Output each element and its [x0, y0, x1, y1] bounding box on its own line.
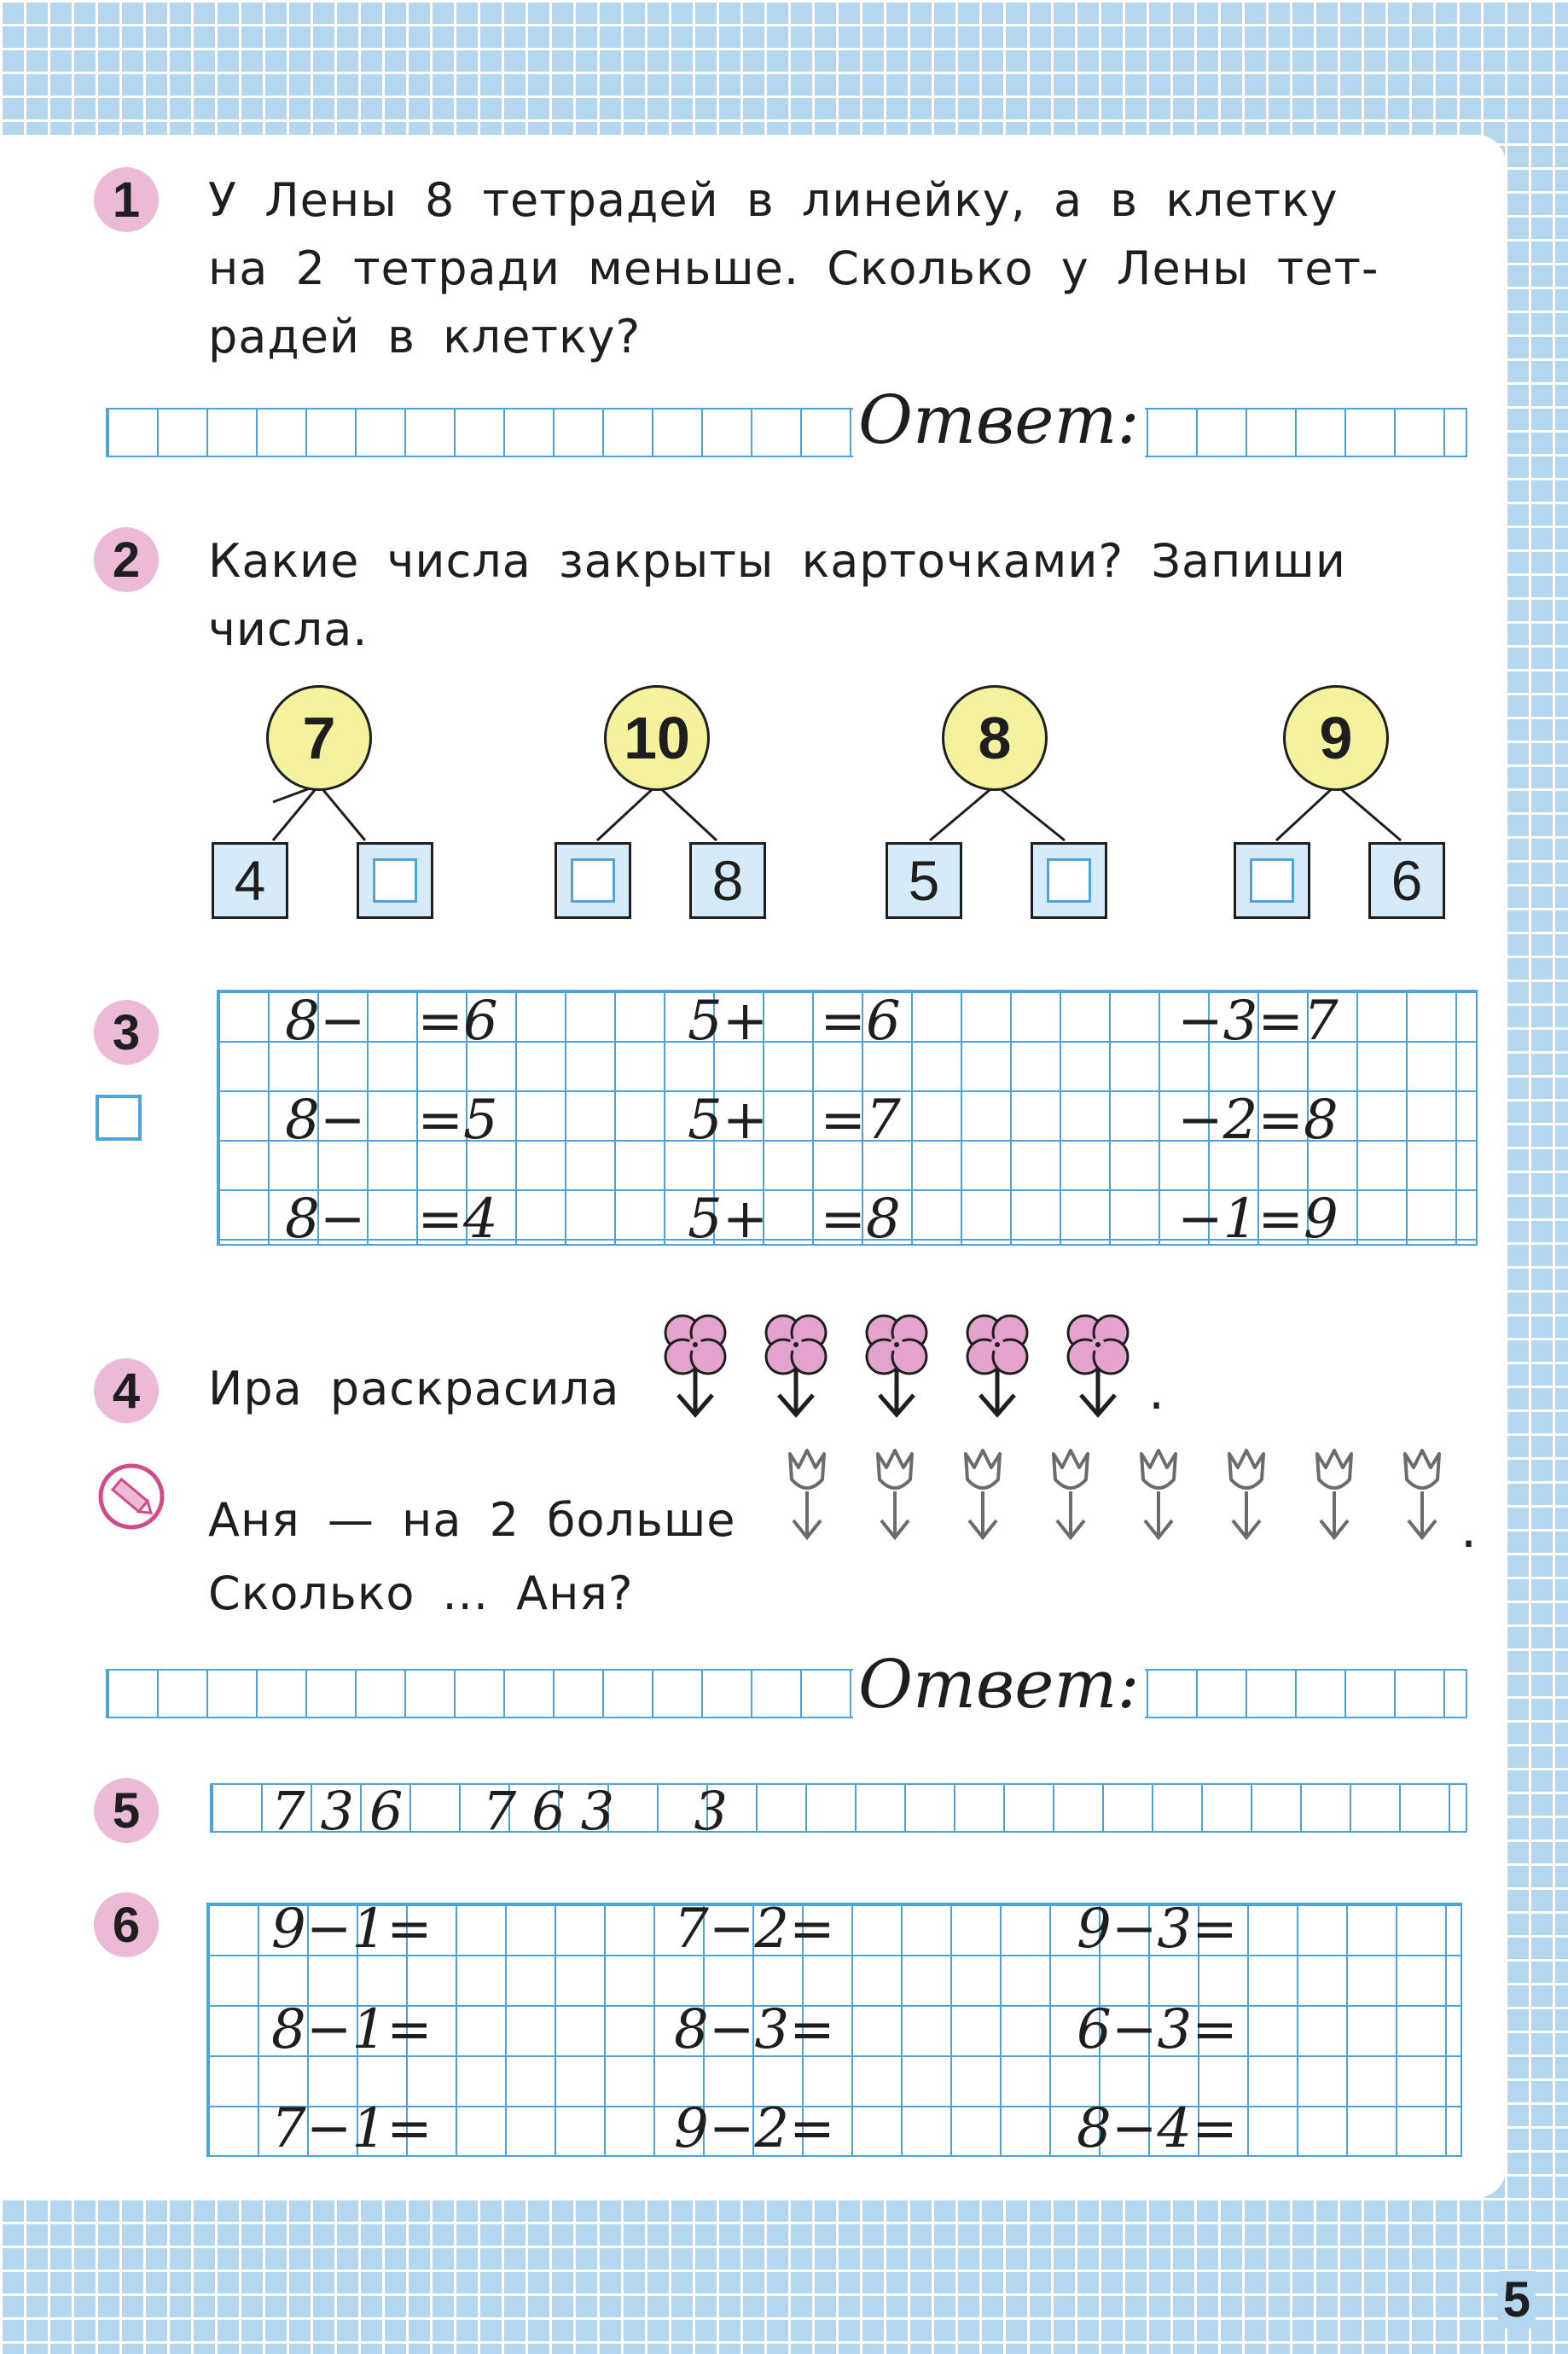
task-3-row-2-b: 5+ =7	[688, 1089, 901, 1152]
pencil-icon	[96, 1461, 167, 1532]
flower-icon	[665, 1316, 725, 1415]
tree-4-left-card[interactable]	[1234, 842, 1310, 919]
tulip-icon	[1141, 1450, 1176, 1537]
task-4-line-1: Ира раскрасила	[208, 1362, 620, 1415]
tree-3-top: 8	[942, 685, 1048, 791]
task-2-number: 2	[94, 527, 159, 592]
task-6-row-3-c: 8−4=	[1077, 2097, 1238, 2160]
task-2-line: числа.	[208, 602, 369, 656]
flower-icon	[967, 1316, 1027, 1415]
tulip-icon	[790, 1450, 824, 1537]
flower-icon	[766, 1316, 826, 1415]
tree-1-left-card: 4	[212, 842, 288, 919]
task-3-row-1-b: 5+ =6	[688, 990, 901, 1053]
task-3-row-3-a: 8− =4	[285, 1188, 498, 1251]
task-3-number: 3	[94, 1000, 159, 1065]
task-4-line-1-dot: .	[1148, 1362, 1165, 1421]
task-3-checkbox[interactable]	[96, 1095, 142, 1141]
tulip-icon	[1054, 1450, 1088, 1537]
task-1-line: радей в клетку?	[208, 310, 642, 363]
answer-box[interactable]	[1047, 858, 1091, 903]
task-2-line: Какие числа закрыты карточками? Запиши	[208, 534, 1346, 588]
task-5-sequence: 736 763 3	[271, 1780, 743, 1842]
task-6-row-2-b: 8−3=	[674, 1998, 835, 2061]
task-5-number: 5	[94, 1778, 159, 1843]
task-6-row-1-c: 9−3=	[1077, 1898, 1238, 1961]
task-3-row-2-a: 8− =5	[285, 1089, 498, 1152]
task-6-row-3-b: 9−2=	[674, 2097, 835, 2160]
task-3-row-3-b: 5+ =8	[688, 1188, 901, 1251]
tree-3-connector	[930, 785, 1065, 840]
colored-flowers	[657, 1305, 1169, 1425]
task-3-row-1-c: −3=7	[1177, 990, 1339, 1053]
tulip-icon	[1317, 1450, 1351, 1537]
tree-2-right-card: 8	[689, 842, 766, 919]
tree-2-connector	[597, 785, 717, 840]
task-6-row-1-b: 7−2=	[674, 1898, 835, 1961]
tree-4-connector	[1276, 785, 1401, 840]
task-4-answer-strip[interactable]	[106, 1669, 1467, 1718]
tree-1-top: 7	[266, 685, 372, 791]
tulip-icon	[1229, 1450, 1263, 1537]
task-3-row-2-c: −2=8	[1177, 1089, 1339, 1152]
tree-4-right-card: 6	[1368, 842, 1445, 919]
tulip-icon	[1405, 1450, 1439, 1537]
tree-2-left-card[interactable]	[555, 842, 631, 919]
tree-1-connector	[273, 785, 365, 840]
answer-box[interactable]	[373, 858, 417, 903]
task-4-line-2-dot: .	[1461, 1500, 1478, 1560]
task-6-row-1-a: 9−1=	[271, 1898, 433, 1961]
answer-box[interactable]	[571, 858, 615, 903]
task-1-line: У Лены 8 тетрадей в линейку, а в клетку	[208, 173, 1339, 227]
tree-4-top: 9	[1283, 685, 1389, 791]
task-4-line-3: Сколько ... Аня?	[208, 1566, 634, 1620]
task-1-line: на 2 тетради меньше. Сколько у Лены тет-	[208, 241, 1379, 295]
flower-icon	[1068, 1316, 1128, 1415]
tree-3-left-card: 5	[886, 842, 962, 919]
task-6-number: 6	[94, 1892, 159, 1957]
tulip-icon	[966, 1450, 1000, 1537]
tulip-icon	[878, 1450, 912, 1537]
task-6-row-2-c: 6−3=	[1077, 1998, 1238, 2061]
task-6-row-2-a: 8−1=	[271, 1998, 433, 2061]
outline-tulips	[778, 1442, 1478, 1553]
task-4-number: 4	[94, 1358, 159, 1423]
task-1-answer-label: Ответ:	[853, 382, 1145, 459]
flower-icon	[867, 1316, 926, 1415]
task-1-number: 1	[94, 167, 159, 232]
task-4-answer-label: Ответ:	[853, 1647, 1145, 1723]
answer-box[interactable]	[1250, 858, 1294, 903]
tree-1-right-card[interactable]	[357, 842, 433, 919]
page-number: 5	[1498, 2271, 1536, 2328]
task-6-row-3-a: 7−1=	[271, 2097, 433, 2160]
task-3-row-1-a: 8− =6	[285, 990, 498, 1053]
task-4-line-2: Аня — на 2 больше	[208, 1493, 736, 1547]
tree-3-right-card[interactable]	[1031, 842, 1107, 919]
tree-connectors	[0, 0, 1568, 939]
task-3-row-3-c: −1=9	[1177, 1188, 1339, 1251]
tree-2-top: 10	[604, 685, 710, 791]
